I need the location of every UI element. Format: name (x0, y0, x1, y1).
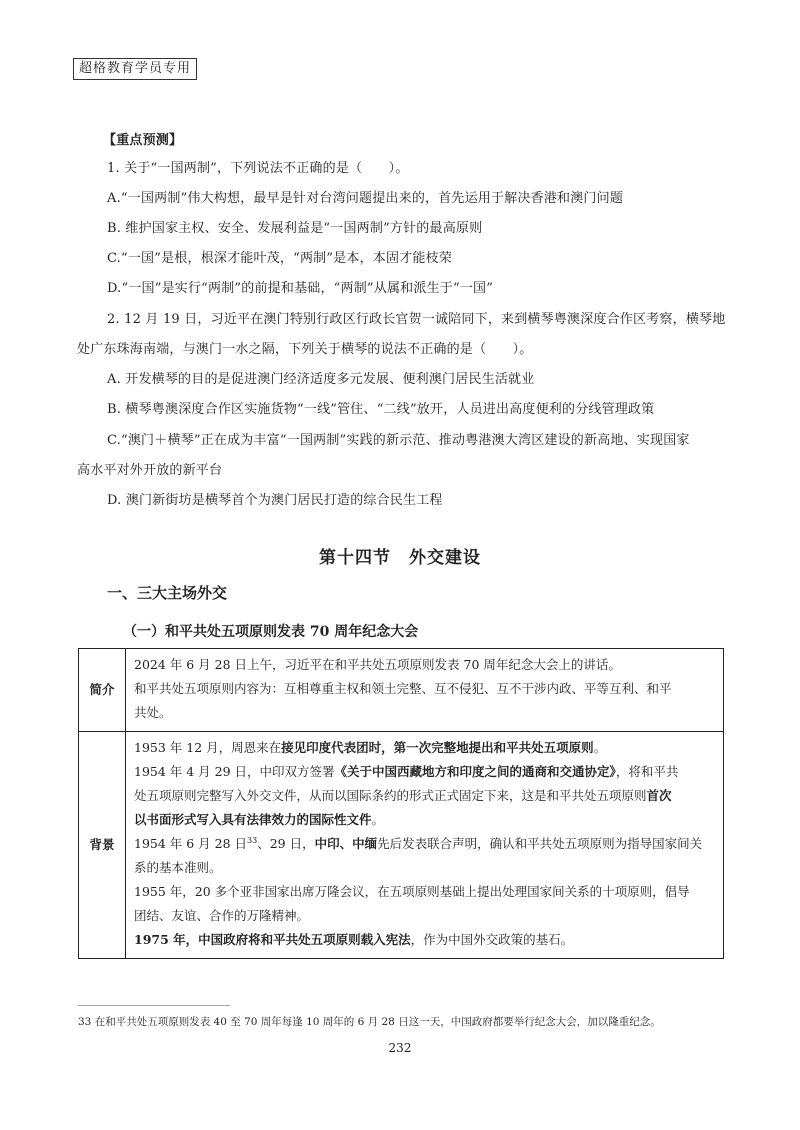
intro-p1: 2024 年 6 月 28 日上午，习近平在和平共处五项原则发表 70 周年纪念大会上的讲话。 (134, 657, 621, 672)
background-p2-bold-2: 首次 (646, 788, 672, 803)
section-heading-2: （一）和平共处五项原则发表 70 周年纪念大会 (123, 624, 419, 640)
background-p2-bold-1: 《关于中国西藏地方和印度之间的通商和交通协定》 (334, 764, 616, 779)
background-p3-suffix: 先后发表联合声明，确认和平共处五项原则为指导国家间关 (377, 836, 703, 851)
background-p1 (134, 736, 715, 760)
label-background: 背景 (79, 732, 126, 959)
background-p3-line-1 (134, 832, 715, 856)
background-p3-prefix: 1954 年 6 月 28 日 (134, 836, 248, 851)
background-p2-line-1 (134, 760, 715, 784)
intro-p2-line-2: 共处。 (134, 705, 172, 720)
background-p4-line-1: 1955 年，20 多个亚非国家出席万隆会议，在五项原则基础上提出处理国家间关系的十项原则，倡导 (134, 884, 690, 899)
background-p3-bold: 中印、中缅 (314, 836, 378, 851)
background-content (126, 732, 724, 959)
background-p1-suffix: 。 (593, 740, 607, 755)
background-p2-line-2-prefix: 处五项原则完整写入外交文件，从而以国际条约的形式正式固定下来，这是和平共处五项原则 (134, 788, 647, 803)
question-2-option-c-line-1: C.“澳门＋横琴”正在成为丰富“一国两制”实践的新示范、推动粤港澳大湾区建设的新高地、实现国家 (107, 433, 690, 448)
question-2-stem-line-1: 2. 12 月 19 日，习近平在澳门特别行政区行政长官贺一诚陪同下，来到横琴粤澳深度合作区考察，横琴地 (107, 312, 726, 327)
footnote-ref-33[interactable]: 33 (247, 835, 258, 845)
table-row-intro (79, 649, 724, 732)
question-2-option-a: A. 开发横琴的目的是促进澳门经济适度多元发展、便利澳门居民生活就业 (107, 372, 535, 387)
background-p5-bold: 1975 年，中国政府将和平共处五项原则载入宪法 (134, 932, 411, 947)
section-title: 第十四节 外交建设 (319, 548, 481, 568)
question-1-option-d: D.“一国”是实行“两制”的前提和基础，“两制”从属和派生于“一国” (107, 281, 494, 296)
label-intro: 简介 (79, 649, 126, 732)
background-p3-mid: 、29 日， (257, 836, 315, 851)
question-2-option-d: D. 澳门新街坊是横琴首个为澳门居民打造的综合民生工程 (107, 493, 443, 508)
background-p5 (134, 928, 715, 952)
background-p3-line-2: 系的基本准则。 (134, 860, 222, 875)
page-number: 232 (388, 1041, 412, 1055)
background-p1-bold: 接见印度代表团时，第一次完整地提出和平共处五项原则 (281, 740, 594, 755)
question-1-stem: 1. 关于“一国两制”，下列说法不正确的是（ ）。 (107, 161, 409, 176)
background-p2-line-3-bold: 以书面形式写入具有法律效力的国际性文件 (134, 812, 372, 827)
info-table (78, 648, 724, 959)
prediction-heading: 【重点预测】 (103, 133, 183, 148)
background-p2-mid: ，将和平共 (615, 764, 679, 779)
background-p4-line-2: 团结、友谊、合作的万隆精神。 (134, 908, 310, 923)
background-p2-line-3-suffix: 。 (371, 812, 385, 827)
background-p2-prefix: 1954 年 4 月 29 日，中印双方签署 (134, 764, 335, 779)
question-2-option-b: B. 横琴粤澳深度合作区实施货物“一线”管住、“二线”放开，人员进出高度便利的分线管理政策 (107, 402, 655, 417)
background-p1-prefix: 1953 年 12 月，周恩来在 (134, 740, 282, 755)
question-2-option-c-line-2: 高水平对外开放的新平台 (77, 463, 223, 478)
section-heading-1: 一、三大主场外交 (107, 584, 228, 602)
table-row-background (79, 732, 724, 959)
background-p5-suffix: ，作为中国外交政策的基石。 (410, 932, 574, 947)
question-1-option-c: C.“一国”是根，根深才能叶茂，“两制”是本，本固才能枝荣 (107, 251, 452, 266)
background-p2-line-3 (134, 808, 715, 832)
background-p2-line-2 (134, 784, 715, 808)
header-badge: 超格教育学员专用 (73, 58, 197, 80)
intro-p2-line-1: 和平共处五项原则内容为：互相尊重主权和领土完整、互不侵犯、互不干涉内政、平等互利、和平 (134, 681, 672, 696)
footnote-divider (78, 1005, 230, 1006)
question-1-option-a: A.“一国两制”伟大构想，最早是针对台湾问题提出来的，首先运用于解决香港和澳门问题 (107, 191, 624, 206)
footnote-33: 33 在和平共处五项原则发表 40 至 70 周年每逢 10 周年的 6 月 28 日这一天，中国政府都要举行纪念大会，加以隆重纪念。 (78, 1016, 661, 1028)
question-1-option-b: B. 维护国家主权、安全、发展利益是“一国两制”方针的最高原则 (107, 221, 483, 236)
question-2-stem-line-2: 处广东珠海南端，与澳门一水之隔，下列关于横琴的说法不正确的是（ ）。 (77, 342, 533, 357)
intro-content (126, 649, 724, 732)
